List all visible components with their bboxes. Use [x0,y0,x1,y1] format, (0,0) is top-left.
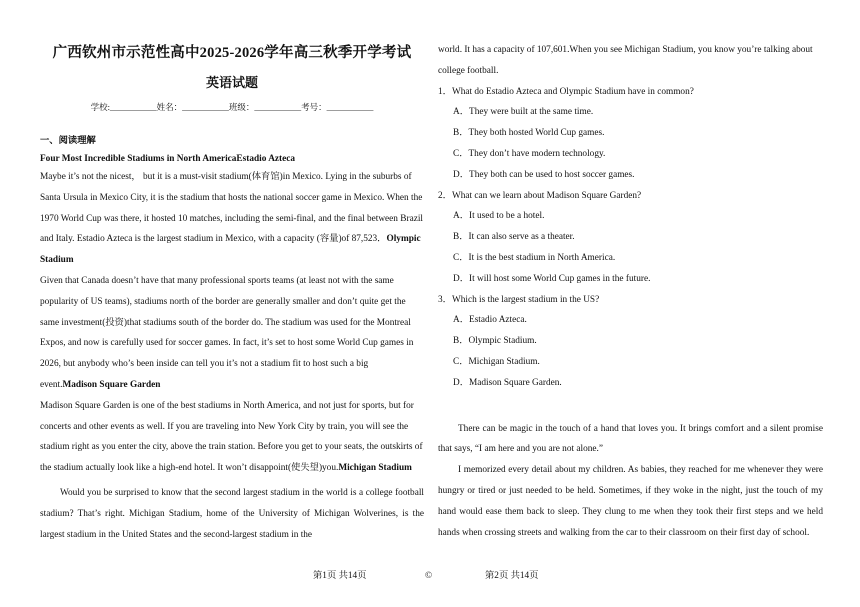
option-1a: A．They were built at the same time. [453,107,594,118]
question-3: 3．Which is the largest stadium in the US? [438,294,600,305]
option-1b: B．They both hosted World Cup games. [453,128,605,139]
left-column [40,0,424,545]
option-2b: B．It can also serve as a theater. [453,232,575,243]
paragraph-olympic-stadium: Given that Canada doesn’t have that many professional sports teams (at least not with the same popularity of US teams), stadiums north of the border are generally smaller and don’t quite get the same investment(投资)that stadiums south of the border do. The stadium was used for the Montreal Expos, and now is carefully used for soccer games. In fact, it’s set to host some World Cup games in 2026, but anybody who’s been inside can tell you it’s not a stadium fit to host such a big event.Madison Square Garden [40,275,414,390]
option-2a: A．It used to be a hotel. [453,211,545,222]
option-2c: C．It is the best stadium in North America. [453,252,616,263]
option-3a: A．Estadio Azteca. [453,315,527,326]
heading-olympic-stadium: Olympic Stadium [40,234,421,266]
option-3d: D．Madison Square Garden. [453,377,562,388]
page-number-left: 第1页 共14页 [313,571,367,581]
exam-subtitle: 英语试题 [205,75,258,90]
question-1: 1．What do Estadio Azteca and Olympic Stadium have in common? [438,86,694,97]
paragraph-michigan-continued: world. It has a capacity of 107,601.When you see Michigan Stadium, you know you’re talking about college football. [438,45,813,76]
option-3c: C．Michigan Stadium. [453,356,540,367]
option-2d: D．It will host some World Cup games in the future. [453,273,651,284]
page-number-right: 第2页 共14页 [485,571,539,581]
right-column [438,0,823,543]
option-1c: C．They don’t have modern technology. [453,148,606,159]
passage-title: Four Most Incredible Stadiums in North AmericaEstadio Azteca [40,154,296,164]
paragraph-touch-of-hand: There can be magic in the touch of a hand that loves you. It brings comfort and a silent promise that says, “I am here and you are not alone.” [438,423,823,455]
heading-michigan-stadium: Michigan Stadium [338,463,412,474]
option-1d: D．They both can be used to host soccer games. [453,169,635,180]
paragraph-estadio-azteca: Maybe it’s not the nicest， but it is a must-visit stadium(体育馆)in Mexico. Lying in the suburbs of Santa Ursula in Mexico City, it is the stadium that hosts the national soccer game in Mexico. When the 1970 World Cup was there, it hosted 10 matches, including the semi-final, and the final between Brazil and Italy. Estadio Azteca is the largest stadium in Mexico, with a capacity (容量)of 87,523．Olympic Stadium [40,172,423,266]
question-2: 2．What can we learn about Madison Square Garden? [438,190,642,201]
student-info-fields: 学校:___________姓名：___________班级：___________考号：___________ [90,102,374,112]
paragraph-michigan-stadium: Would you be surprised to know that the second largest stadium in the world is a college football stadium? That’s right. Michigan Stadium, home of the University of Michigan Wolverines, is the largest stadium in the United States and the second-largest stadium in the [40,487,424,540]
paragraph-memorized-details: I memorized every detail about my children. As babies, they reached for me whenever they were hungry or tired or just needed to be held. Sometimes, if they woke in the night, just the touch of my hand would ease them back to sleep. They clung to me when they took their first steps and we held hands when crossing streets and walking from the car to their classroom on their first day of school. [438,465,823,538]
copyright-symbol: © [425,571,433,581]
spacer [438,394,823,419]
heading-madison-square-garden: Madison Square Garden [62,379,161,390]
option-3b: B．Olympic Stadium. [453,336,537,347]
paragraph-madison-square-garden: Madison Square Garden is one of the best stadiums in North America, and not just for sports, but for concerts and other events as well. If you are traveling into New York City by train, you will see the stadium right as you enter the city, above the train station. Before you get to your seats, the outskirts of the stadium actually look like a high-end hotel. It won’t disappoint(使失望)you.Michigan Stadium [40,400,423,474]
exam-title: 广西钦州市示范性高中2025-2026学年高三秋季开学考试 [52,45,412,61]
section-heading: 一、阅读理解 [40,136,96,146]
